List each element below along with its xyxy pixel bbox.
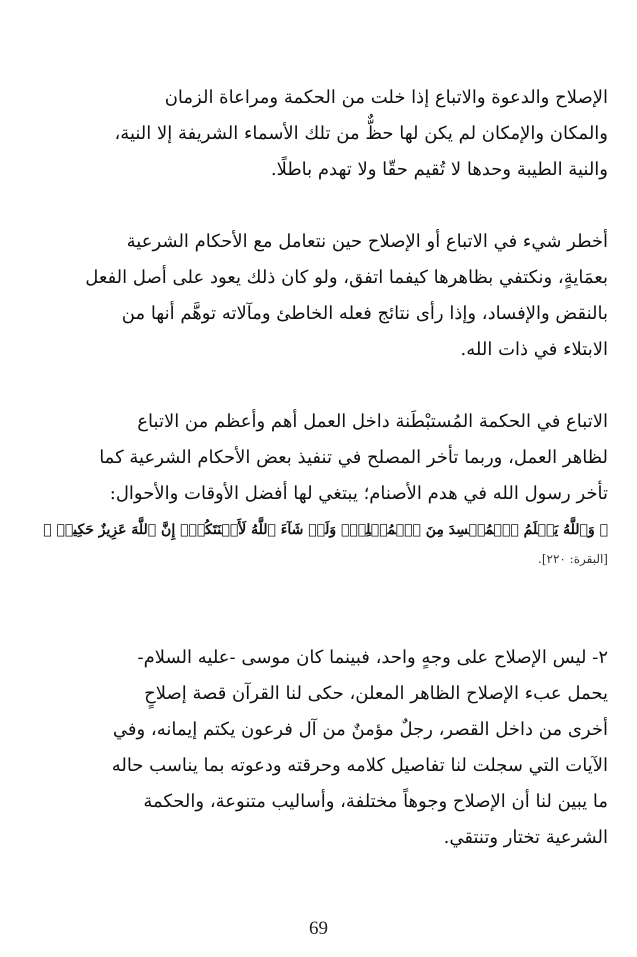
- page-number: 69: [309, 918, 328, 939]
- paragraph-line: بعمَايةٍ، ونكتفي بظاهرها كيفما اتفق، ولو كان ذلك يعود على أصل الفعل: [85, 267, 608, 288]
- paragraph-line: أخطر شيء في الاتباع أو الإصلاح حين نتعامل مع الأحكام الشرعية: [126, 231, 608, 252]
- paragraph-line: الشرعية تختار وتنتقي.: [443, 827, 608, 848]
- paragraph-3: [36, 404, 608, 570]
- paragraph-4: [36, 640, 608, 856]
- paragraph-line: ما يبين لنا أن الإصلاح وجوهاً مختلفة، وأساليب متنوعة، والحكمة: [143, 791, 608, 812]
- paragraph-2: [36, 224, 608, 368]
- paragraph-1: [36, 80, 608, 188]
- quran-verse: ﴿ وَٱللَّهُ يَعۡلَمُ ٱلۡمُفۡسِدَ مِنَ ٱلۡمُصۡلِحِۚ وَلَوۡ شَآءَ ٱللَّهُ لَأَعۡنَتَكُمۡۚ إِنَّ ٱللَّهَ عَزِيزٌ حَكِيمٞ ﴾: [43, 522, 608, 538]
- paragraph-line: الابتلاء في ذات الله.: [460, 339, 608, 360]
- paragraph-line: الآيات التي سجلت لنا تفاصيل كلامه وحرقته ودعوته بما يناسب حاله: [111, 755, 608, 776]
- paragraph-line: يحمل عبء الإصلاح الظاهر المعلن، حكى لنا القرآن قصة إصلاحٍ: [144, 683, 608, 704]
- paragraph-line: ٢- ليس الإصلاح على وجهٍ واحد، فبينما كان موسى -عليه السلام-: [137, 647, 608, 668]
- paragraph-line: أخرى من داخل القصر، رجلٌ مؤمنٌ من آل فرعون يكتم إيمانه، وفي: [112, 719, 608, 740]
- paragraph-line: الإصلاح والدعوة والاتباع إذا خلت من الحكمة ومراعاة الزمان: [164, 87, 608, 108]
- paragraph-line: الاتباع في الحكمة المُستبْطَنة داخل العمل أهم وأعظم من الاتباع: [137, 411, 608, 432]
- paragraph-line: والمكان والإمكان لم يكن لها حظٌّ من تلك الأسماء الشريفة إلا النية،: [114, 123, 608, 144]
- paragraph-line: لظاهر العمل، وربما تأخر المصلح في تنفيذ بعض الأحكام الشرعية كما: [99, 447, 608, 468]
- paragraph-line: والنية الطيبة وحدها لا تُقيم حقّا ولا تهدم باطلًا.: [270, 159, 608, 180]
- verse-reference: [البقرة: ٢٢٠].: [538, 552, 608, 566]
- paragraph-line: تأخر رسول الله في هدم الأصنام؛ يبتغي لها أفضل الأوقات والأحوال:: [109, 483, 608, 504]
- paragraph-line: بالنقض والإفساد، وإذا رأى نتائج فعله الخاطئ ومآلاته توهَّم أنها من: [121, 303, 608, 324]
